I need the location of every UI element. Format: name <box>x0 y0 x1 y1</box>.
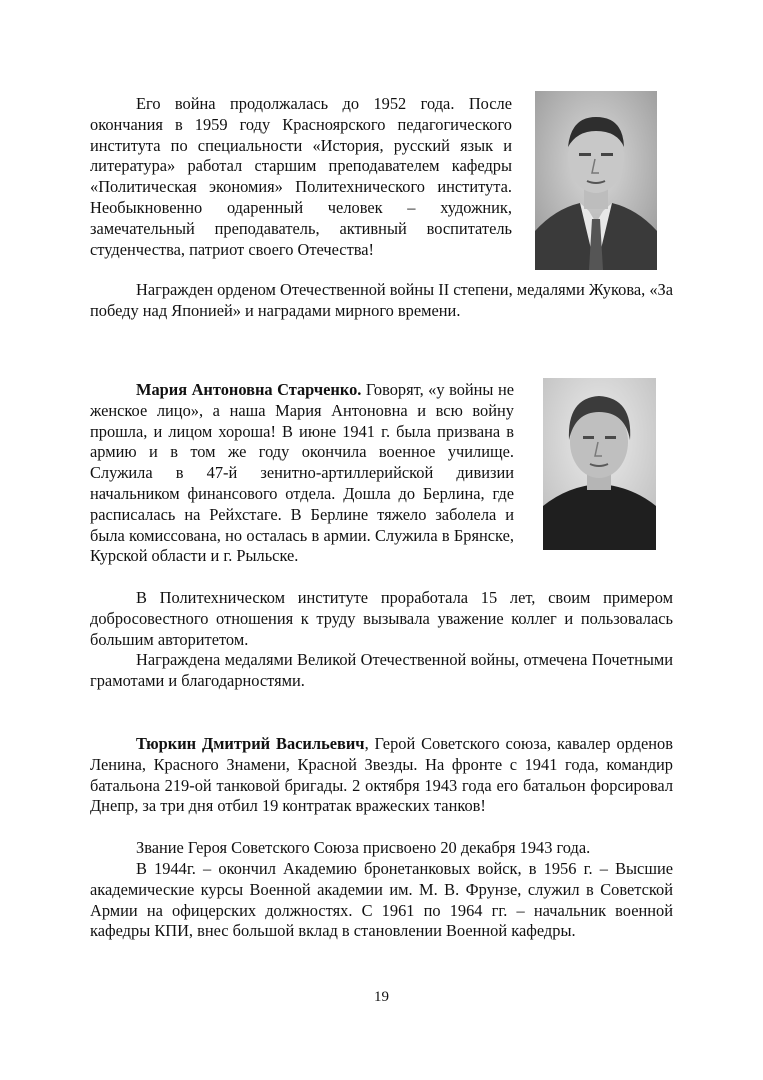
section3-paragraph1: Тюркин Дмитрий Васильевич, Герой Советского союза, кавалер орденов Ленина, Красного Знамени, Красной Звезды. На фронте с 1941 года, командир батальона 219-ой танковой бригады. 2 октября 1943 года его батальон форсировал Днепр, за три дня отбил 19 контратак вражеских танков! <box>90 734 673 816</box>
section3-paragraph3: В 1944г. – окончил Академию бронетанковых войск, в 1956 г. – Высшие академические курсы Военной академии им. М. В. Фрунзе, служил в Советской Армии на офицерских должностях. С 1961 по 1964 гг. – начальник военной кафедры КПИ, внес большой вклад в становлении Военной кафедры. <box>90 859 673 941</box>
person-name-starchenko: Мария Антоновна Старченко. <box>136 380 362 399</box>
section3-paragraph2: Звание Героя Советского Союза присвоено 20 декабря 1943 года. <box>136 838 591 857</box>
section1-paragraph2: Награжден орденом Отечественной войны II степени, медалями Жукова, «За победу над Японией» и наградами мирного времени. <box>90 280 673 320</box>
section2-paragraph2: В Политехническом институте проработала 15 лет, своим примером добросовестного отношения к труду вызывала уважение коллег и пользовалась большим авторитетом. <box>90 588 673 649</box>
section1-paragraph1: Его война продолжалась до 1952 года. После окончания в 1959 году Красноярского педагогического института по специальности «История, русский язык и литература» работал старшим преподавателем кафедры «Политическая экономия» Политехнического института. Необыкновенно одаренный человек – художник, замечательный преподаватель, активный воспитатель студенчества, патриот своего Отечества! <box>90 94 512 259</box>
woman-portrait-photo <box>543 378 656 550</box>
person-name-tyurkin: Тюркин Дмитрий Васильевич <box>136 734 365 753</box>
page-number: 19 <box>374 989 389 1005</box>
man-portrait-photo <box>535 91 657 270</box>
section2-paragraph3: Награждена медалями Великой Отечественной войны, отмечена Почетными грамотами и благодарностями. <box>90 650 673 690</box>
section2-paragraph1: Мария Антоновна Старченко. Говорят, «у войны не женское лицо», а наша Мария Антоновна и всю войну прошла, и лицом хороша! В июне 1941 г. была призвана в армию и в том же году окончила военное училище. Служила в 47-й зенитно-артиллерийской дивизии начальником финансового отдела. Дошла до Берлина, где расписалась на Рейхстаге. В Берлине тяжело заболела и была комиссована, но осталась в армии. Служила в Брянске, Курской области и г. Рыльске. <box>90 380 514 566</box>
